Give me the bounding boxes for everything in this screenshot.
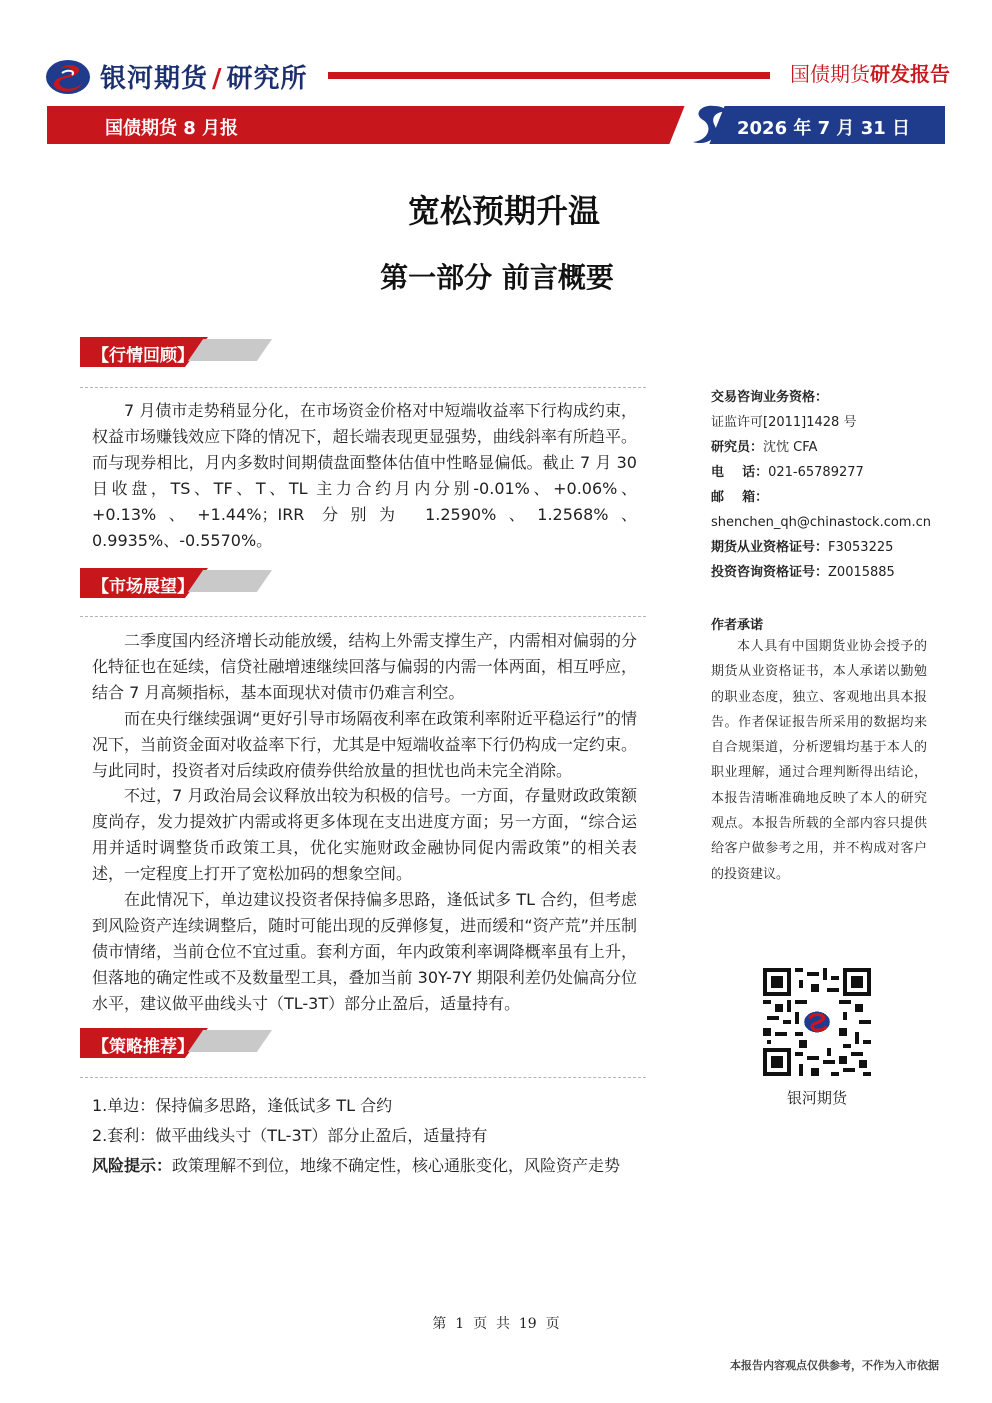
strategy-item: 1.单边：保持偏多思路，逢低试多 TL 合约 [92,1096,393,1115]
paragraph: 而在央行继续强调“更好引导市场隔夜利率在政策利率附近平稳运行”的情况下，当前资金面对收益率下行，尤其是中短端收益率下行仍构成一定约束。与此同时，投资者对后续政府债券供给放量的担忧也尚未完全消除。 [92,708,637,780]
analyst-info [711,385,941,585]
footer-disclaimer: 本报告内容观点仅供参考，不作为入市依据 [730,1359,939,1372]
email-label: 邮 箱： [711,490,769,505]
section-label: 【策略推荐】 [92,1037,194,1057]
banner-title: 国债期货 8 月报 [105,118,239,139]
invest-cert-value: Z0015885 [828,565,895,580]
qr-caption: 银河期货 [786,1089,847,1107]
phone-value: 021-65789277 [768,465,864,480]
section-tag-strategy [80,1028,280,1058]
brand-name-main: 银河期货 [100,64,209,94]
qr-code-icon [763,968,871,1076]
report-date: 2026 年 7 月 31 日 [737,118,911,139]
paragraph: 在此情况下，单边建议投资者保持偏多思路，逢低试多 TL 合约，但考虑到风险资产连续调整后，随时可能出现的反弹修复，进而缓和“资产荒”并压制债市情绪，当前仓位不宜过重。套利方面，年内政策利率调降概率虽有上升，但落地的确定性或不及数量型工具，叠加当前 30Y-7Y 期限利差仍处偏高分位水平，建议做平曲线头寸（TL-3T）部分止盈后，适量持有。 [92,890,637,1013]
section-divider [80,387,646,388]
risk-warning [92,1151,620,1181]
section-label: 【行情回顾】 [92,346,194,366]
invest-cert-label: 投资咨询资格证号： [711,565,829,580]
report-type-tag [790,58,950,87]
phone-label: 电 话： [711,465,769,480]
risk-text: 政策理解不到位，地缘不确定性，核心通胀变化，风险资产走势 [172,1156,621,1175]
header-divider [328,72,770,79]
report-tag-prefix: 国债期货 [790,62,870,86]
page-number: 第 1 页 共 19 页 [432,1316,560,1332]
analyst-label: 研究员： [711,440,764,455]
analyst-name: 沈忱 CFA [763,440,818,455]
section-divider [80,1077,646,1078]
license-value: 证监许可[2011]1428 号 [711,415,857,430]
email-value: shenchen_qh@chinastock.com.cn [711,515,931,530]
outlook-body [92,628,637,1017]
brand-logo-icon [44,57,92,97]
license-label: 交易咨询业务资格： [711,390,829,405]
brand-name-sub: 研究所 [226,64,308,94]
strategy-list [92,1091,620,1181]
author-promise [711,634,927,887]
section-label: 【市场展望】 [92,577,194,597]
author-promise-title: 作者承诺 [711,618,764,633]
paragraph: 二季度国内经济增长动能放缓，结构上外需支撑生产，内需相对偏弱的分化特征也在延续，信贷社融增速继续回落与偏弱的内需一体两面，相互呼应，结合 7 月高频指标，基本面现状对债市仍难言利空。 [92,631,637,702]
strategy-item: 2.套利：做平曲线头寸（TL-3T）部分止盈后，适量持有 [92,1126,488,1145]
futures-cert-value: F3053225 [828,540,894,555]
report-tag-suffix: 研发报告 [870,62,950,86]
report-banner [47,106,945,144]
brand-name [100,58,308,95]
section-tag-review [80,337,280,367]
section-divider [80,616,646,617]
futures-cert-label: 期货从业资格证号： [711,540,829,555]
part-title: 第一部分 前言概要 [380,261,614,294]
review-body [92,398,637,553]
report-title: 宽松预期升温 [407,192,600,230]
section-tag-outlook [80,568,280,598]
paragraph: 不过，7 月政治局会议释放出较为积极的信号。一方面，存量财政政策额度尚存，发力提效扩内需或将更多体现在支出进度方面；另一方面，“综合运用并适时调整货币政策工具，优化实施财政金融协同促内需政策”的相关表述，一定程度上打开了宽松加码的想象空间。 [92,786,637,884]
risk-label: 风险提示： [92,1156,173,1175]
promise-text: 本人具有中国期货业协会授予的期货从业资格证书，本人承诺以勤勉的职业态度，独立、客观地出具本报告。作者保证报告所采用的数据均来自合规渠道，分析逻辑均基于本人的职业理解，通过合理判断得出结论，本报告清晰准确地反映了本人的研究观点。本报告所载的全部内容只提供给客户做参考之用，并不构成对客户的投资建议。 [711,639,927,882]
brand-slash: / [212,64,223,94]
paragraph: 7 月债市走势稍显分化，在市场资金价格对中短端收益率下行构成约束，权益市场赚钱效应下降的情况下，超长端表现更显强势，曲线斜率有所趋平。而与现券相比，月内多数时间期债盘面整体估值中性略显偏低。截止 7 月 30 日收盘，TS、TF、T、TL 主力合约月内分别-0.01%、+0.06%、+0.13%、+1.44%；IRR 分别为 1.2590%、1.2568%、0.9935%、-0.5570%。 [92,401,637,550]
